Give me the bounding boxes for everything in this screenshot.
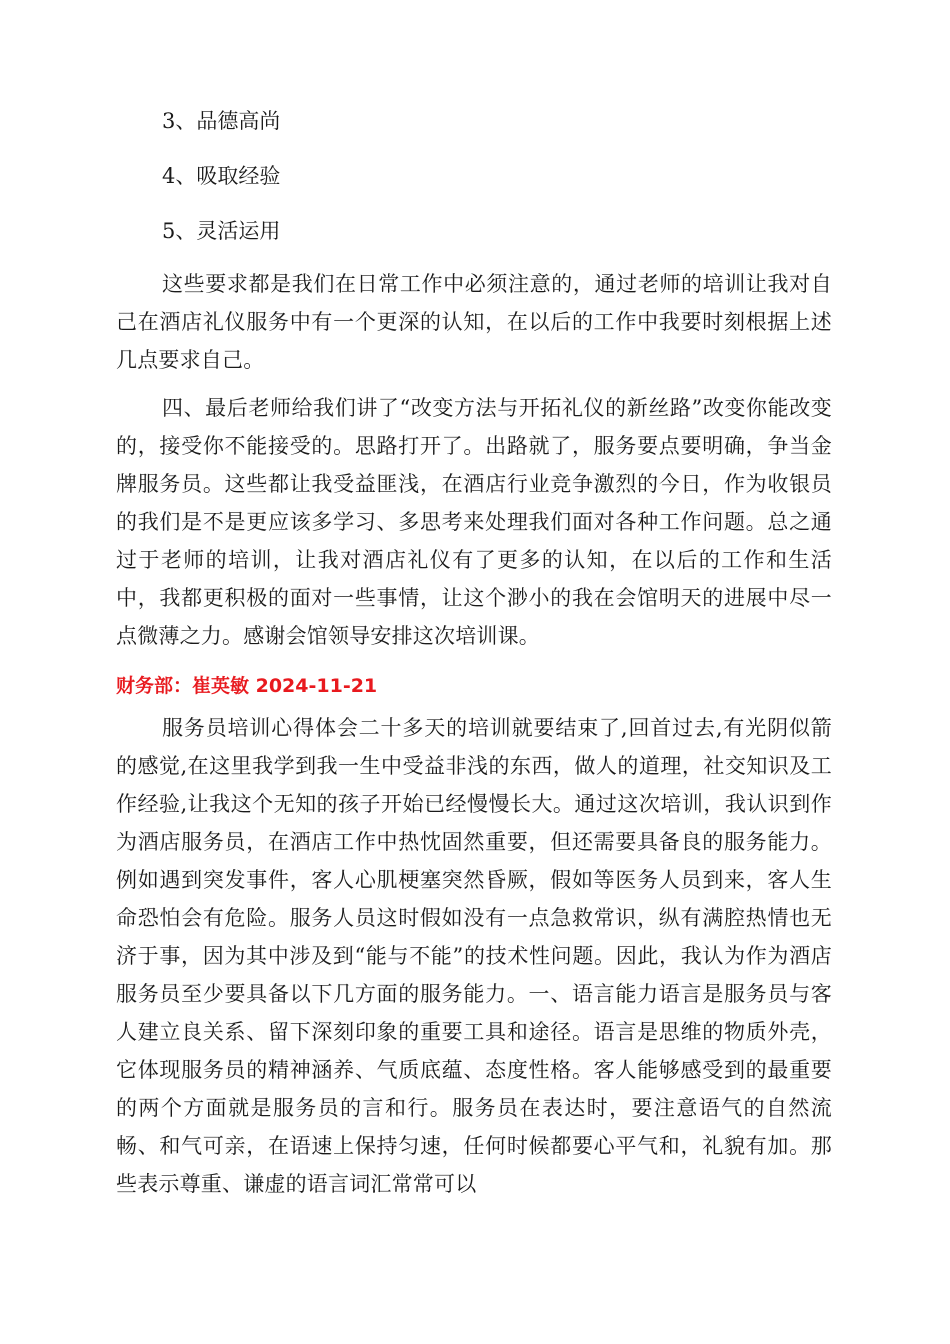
paragraph-section-four: 四、最后老师给我们讲了“改变方法与开拓礼仪的新丝路”改变你能改变的，接受你不能接受的。思路打开了。出路就了，服务要点要明确，争当金牌服务员。这些都让我受益匪浅，在酒店行业竞争激烈的今日，作为收银员的我们是不是更应该多学习、多思考来处理我们面对各种工作问题。总之通过于老师的培训，让我对酒店礼仪有了更多的认知，在以后的工作和生活中，我都更积极的面对一些事情，让这个渺小的我在会馆明天的进展中尽一点微薄之力。感谢会馆领导安排这次培训课。 [116, 396, 832, 648]
document-page [116, 108, 832, 1203]
list-item-3: 3、品德高尚 [162, 109, 281, 133]
list-item-4: 4、吸取经验 [162, 164, 281, 188]
paragraph-training-reflection: 服务员培训心得体会二十多天的培训就要结束了,回首过去,有光阴似箭的感觉,在这里我学到我一生中受益非浅的东西，做人的道理，社交知识及工作经验,让我这个无知的孩子开始已经慢慢长大。通过这次培训，我认识到作为酒店服务员，在酒店工作中热忱固然重要，但还需要具备良的服务能力。例如遇到突发事件，客人心肌梗塞突然昏厥，假如等医务人员到来，客人生命恐怕会有危险。服务人员这时假如没有一点急救常识，纵有满腔热情也无济于事，因为其中涉及到“能与不能”的技术性问题。因此，我认为作为酒店服务员至少要具备以下几方面的服务能力。一、语言能力语言是服务员与客人建立良关系、留下深刻印象的重要工具和途径。语言是思维的物质外壳，它体现服务员的精神涵养、气质底蕴、态度性格。客人能够感受到的最重要的两个方面就是服务员的言和行。服务员在表达时，要注意语气的自然流畅、和气可亲，在语速上保持匀速，任何时候都要心平气和，礼貌有加。那些表示尊重、谦虚的语言词汇常常可以 [116, 716, 832, 1196]
paragraph-requirements-summary: 这些要求都是我们在日常工作中必须注意的，通过老师的培训让我对自己在酒店礼仪服务中有一个更深的认知，在以后的工作中我要时刻根据上述几点要求自己。 [116, 272, 832, 372]
section-heading-finance: 财务部：崔英敏 2024-11-21 [116, 675, 378, 697]
list-item-5: 5、灵活运用 [162, 219, 281, 243]
